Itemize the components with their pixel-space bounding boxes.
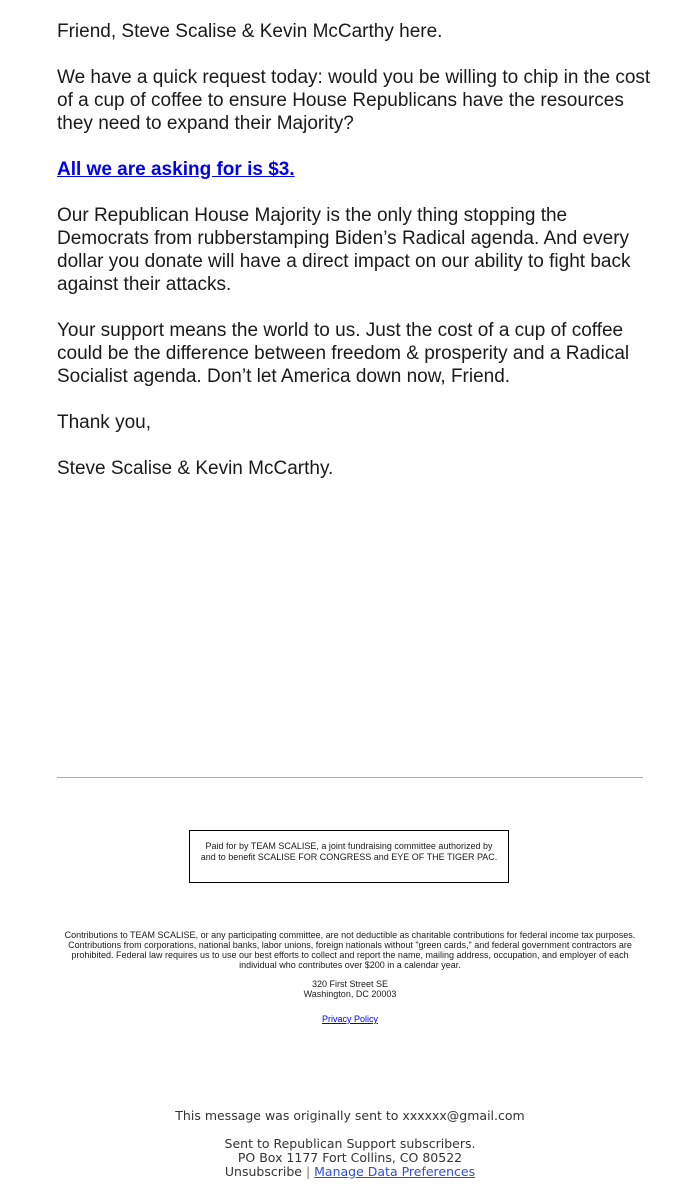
majority-paragraph: Our Republican House Majority is the only thing stopping the Democrats from rubberstamping Biden’s Radical agenda. And every dollar you donate will have a direct impact on our ability to fight back against their attacks. — [57, 205, 631, 295]
subscribers-text: Sent to Republican Support subscribers. — [224, 1136, 476, 1151]
po-box-text: PO Box 1177 Fort Collins, CO 80522 — [237, 1150, 463, 1165]
donate-ask-link[interactable]: All we are asking for is $3. — [57, 159, 295, 180]
paid-for-disclaimer-box — [189, 830, 509, 883]
manage-data-preferences-link[interactable]: Manage Data Preferences — [314, 1164, 476, 1179]
unsubscribe-link[interactable]: Unsubscribe — [224, 1164, 302, 1179]
privacy-policy-row — [0, 1014, 700, 1025]
email-body — [57, 20, 657, 503]
signature-text: Steve Scalise & Kevin McCarthy. — [57, 458, 334, 479]
footer-divider — [57, 777, 643, 778]
paid-for-text: Paid for by TEAM SCALISE, a joint fundraising committee authorized by and to benefit SCALISE FOR CONGRESS and EYE OF THE TIGER PAC. — [200, 841, 498, 862]
ask-paragraph — [57, 158, 657, 181]
footer-links-row — [0, 1165, 700, 1179]
address-line-2: Washington, DC 20003 — [303, 989, 397, 999]
email-footer — [0, 1109, 700, 1179]
sent-to-text: This message was originally sent to xxxxxx@gmail.com — [175, 1108, 525, 1123]
privacy-policy-link[interactable]: Privacy Policy — [321, 1014, 378, 1024]
support-paragraph: Your support means the world to us. Just the cost of a cup of coffee could be the difference between freedom & prosperity and a Radical Socialist agenda. Don’t let America down now, Friend. — [57, 320, 630, 387]
footer-separator: | — [305, 1164, 311, 1179]
contribution-disclaimer: Contributions to TEAM SCALISE, or any participating committee, are not deductible as charitable contributions for federal income tax purposes. Contributions from corporations, national banks, labor unions, foreign nationals without "green cards," and federal government contractors are prohibited. Federal law requires us to use our best efforts to collect and report the name, mailing address, occupation, and employer of each individual who contributes over $200 in a calendar year. — [64, 930, 636, 970]
address-line-1: 320 First Street SE — [311, 979, 389, 989]
thanks-text: Thank you, — [57, 412, 151, 433]
request-paragraph: We have a quick request today: would you be willing to chip in the cost of a cup of coffee to ensure House Republicans have the resources they need to expand their Majority? — [57, 67, 651, 134]
mailing-address — [0, 979, 700, 999]
greeting-text: Friend, Steve Scalise & Kevin McCarthy here. — [57, 21, 443, 42]
